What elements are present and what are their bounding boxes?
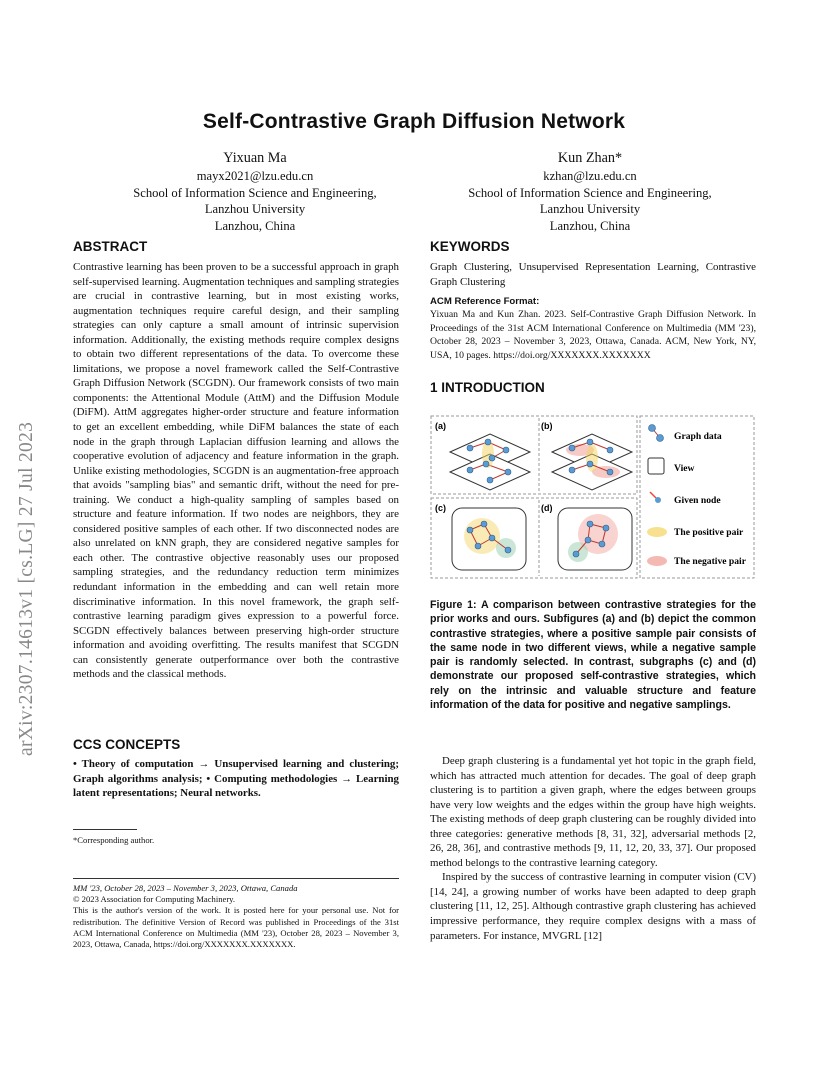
author-name: Yixuan Ma xyxy=(223,150,287,166)
legend-positive-icon xyxy=(647,527,667,537)
acm-ref-text[interactable]: Yixuan Ma and Kun Zhan. 2023. Self-Contrastive Graph Diffusion Network. In Proceedings of the 31st ACM International Conference on Multimedia (MM '23), October 28, 2023 – November 3, 2023, Ottawa, Canada. ACM, New York, NY, USA, 10 pages. https://doi.org/XXXXXXX.XXXXXXX xyxy=(430,309,756,361)
panel-label-a: (a) xyxy=(435,421,446,431)
intro-text xyxy=(430,754,756,943)
legend-given-node: Given node xyxy=(674,495,721,506)
paper-title: Self-Contrastive Graph Diffusion Network xyxy=(202,110,626,133)
keywords-heading: KEYWORDS xyxy=(430,239,510,254)
abstract-paragraph: Contrastive learning has been proven to be a successful approach in graph self-supervised learning. Augmentation techniques and sampling strategies are crucial in contrastive learning, but in most existing works, augmentation techniques require careful design, and their sampling strategies can only capture a small amount of intrinsic supervision information. Additionally, the existing methods require complex designs to obtain two different representations of the data. To overcome these limitations, we propose a novel framework called the Self-Contrastive Graph Diffusion Network (SCGDN). Our framework consists of two main components: the Attentional Module (AttM) and the Diffusion Module (DiFM). AttM aggregates higher-order structure and feature information to get an excellent embedding, while DiFM balances the state of each node in the graph through Laplacian diffusion learning and allows the cooperative evolution of adjacency and feature information in the graph. Unlike existing methodologies, SCGDN is an augmentation-free approach that avoids "sampling bias" and semantic drift, without the need for pre-training. We conduct a high-quality sampling of samples based on structure and feature information. If two nodes are neighbors, they are considered positive samples of each other. If two disconnected nodes are also unrelated on kNN graph, they are considered negative samples for each other. The contrastive objective reasonably uses our proposed sampling strategies, and the redundancy reduction term minimizes redundant information in the embedding and can well retain more discriminative information. In this novel framework, the graph self-contrastive learning paradigm gives expression to a powerful force. SCGDN effectively balances between preserving high-order structure information and avoiding overfitting. The results manifest that SCGDN can consistently generate outperformance over both the contrastive methods and the classical methods. xyxy=(73,261,399,681)
version-note: This is the author's version of the work. It is posted here for your personal use. Not for redistribution. The definitive Version of Record was published in Proceedings of the 31st ACM International Conference on Multimedia (MM '23), October 28, 2023 – November 3, 2023, Ottawa, Canada, https://doi.org/XXXXXXX.XXXXXXX. xyxy=(73,905,399,950)
abstract-heading: ABSTRACT xyxy=(73,239,148,254)
author-location: Lanzhou, China xyxy=(549,218,631,233)
panel-c-graphic xyxy=(452,508,526,570)
panel-b-graphic xyxy=(552,434,632,490)
figure-1 xyxy=(430,412,756,582)
author-block-2 xyxy=(425,148,755,234)
author-location: Lanzhou, China xyxy=(214,218,296,233)
author-name: Kun Zhan* xyxy=(557,150,623,166)
author-affiliation: School of Information Science and Engineering, xyxy=(468,185,712,200)
copyright-rule xyxy=(73,878,399,879)
figure-legend xyxy=(647,425,747,568)
conference-line: MM '23, October 28, 2023 – November 3, 2023, Ottawa, Canada xyxy=(73,883,298,893)
panel-d-graphic xyxy=(558,508,632,570)
abstract-text xyxy=(73,260,399,682)
copyright-line: © 2023 Association for Computing Machinery. xyxy=(73,894,236,905)
author-university: Lanzhou University xyxy=(204,202,306,216)
ccs-heading: CCS CONCEPTS xyxy=(73,737,181,752)
copyright-block xyxy=(73,883,399,950)
author-block-1 xyxy=(90,148,420,234)
acm-ref-heading: ACM Reference Format: xyxy=(430,296,540,307)
panel-label-c: (c) xyxy=(435,503,446,513)
author-affiliation: School of Information Science and Engineering, xyxy=(133,185,377,200)
panel-a-graphic xyxy=(450,434,530,490)
figure-1-caption: Figure 1: A comparison between contrastive strategies for the prior works and ours. Subfigures (a) and (b) depict the common contrastive strategies, where a positive sample pair consists of the same node in two different views, while a negative sample pair is randomly selected. In contrast, subgraphs (c) and (d) demonstrate our proposed self-contrastive strategies, which rely on the intrinsic and valuable structure and feature information of the data for positive and negative samplings. xyxy=(430,599,756,712)
figure-1-graphic xyxy=(430,412,756,582)
author-university: Lanzhou University xyxy=(539,202,641,216)
intro-paragraph-2: Inspired by the success of contrastive learning in computer vision (CV) [14, 24], a growing number of works have been adapted to deep graph clustering [11, 12, 25]. Although contrastive graph clustering has achieved impressive performance, they require complex designs with a mass of parameters. For instance, MVGRL [12] xyxy=(430,871,756,942)
legend-positive-pair: The positive pair xyxy=(674,527,744,538)
author-email[interactable]: mayx2021@lzu.edu.cn xyxy=(196,169,314,183)
legend-graph-data: Graph data xyxy=(674,431,722,442)
intro-heading: 1 INTRODUCTION xyxy=(430,380,545,395)
legend-view-icon xyxy=(648,458,664,474)
footnote: *Corresponding author. xyxy=(73,835,155,845)
intro-paragraph-1: Deep graph clustering is a fundamental yet hot topic in the graph field, which has attracted much attention for decades. The goal of deep graph clustering is to partition a given graph, where the edges between groups have very low weights and the edges within the group have high weights. The existing methods of deep graph clustering can be roughly divided into three categories: generative methods [8, 31, 32], adversarial methods [2, 26, 28, 36], and contrastive methods [9, 11, 12, 20, 33, 37]. Our proposed method belongs to the contrastive learning category. xyxy=(430,755,756,869)
legend-given-node-icon xyxy=(650,492,661,503)
arxiv-stamp xyxy=(16,296,36,756)
legend-negative-icon xyxy=(647,556,667,566)
keywords-text: Graph Clustering, Unsupervised Representation Learning, Contrastive Graph Clustering xyxy=(430,261,756,288)
footnote-rule xyxy=(73,829,137,830)
ccs-text: • Theory of computation → Unsupervised learning and clustering; Graph algorithms analysis; • Computing methodologies → Learning latent representations; Neural networks. xyxy=(73,758,399,800)
legend-view: View xyxy=(674,463,695,474)
panel-label-b: (b) xyxy=(541,421,553,431)
arxiv-stamp-text: arXiv:2307.14613v1 [cs.LG] 27 Jul 2023 xyxy=(16,421,37,756)
legend-graph-data-icon xyxy=(649,425,664,442)
legend-negative-pair: The negative pair xyxy=(674,556,746,567)
author-email[interactable]: kzhan@lzu.edu.cn xyxy=(543,169,637,183)
panel-label-d: (d) xyxy=(541,503,553,513)
